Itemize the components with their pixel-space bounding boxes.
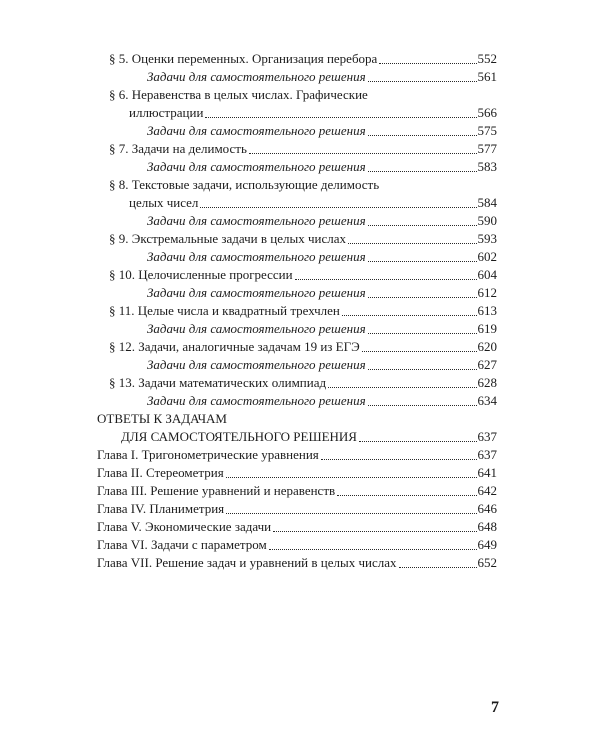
toc-entry xyxy=(97,428,497,446)
toc-entry xyxy=(97,464,497,482)
toc-entry-page: 652 xyxy=(477,555,497,570)
toc-entry-page: 634 xyxy=(477,393,497,408)
toc-entry-title: Задачи для самостоятельного решения xyxy=(147,357,366,372)
dot-leader xyxy=(295,279,477,280)
toc-entry-page: 646 xyxy=(477,501,497,516)
toc-entry-title: Глава III. Решение уравнений и неравенств xyxy=(97,483,336,498)
toc-entry-title: Задачи для самостоятельного решения xyxy=(147,321,366,336)
dot-leader xyxy=(368,369,477,370)
toc-entry xyxy=(97,356,497,374)
toc-entry-title: § 10. Целочисленные прогрессии xyxy=(109,267,293,282)
toc-entry-page: 619 xyxy=(477,321,497,336)
toc-entry-page: 590 xyxy=(477,213,497,228)
toc-entry-title: Задачи для самостоятельного решения xyxy=(147,249,366,264)
toc-entry-title: § 8. Текстовые задачи, использующие делимость xyxy=(109,177,380,192)
dot-leader xyxy=(249,153,477,154)
dot-leader xyxy=(379,63,476,64)
toc-entry-title: целых чисел xyxy=(129,195,199,210)
toc-entry-title: Глава II. Стереометрия xyxy=(97,465,224,480)
toc-entry-title: ДЛЯ САМОСТОЯТЕЛЬНОГО РЕШЕНИЯ xyxy=(121,429,357,444)
toc-entry xyxy=(97,302,497,320)
dot-leader xyxy=(200,207,476,208)
toc-entry xyxy=(97,248,497,266)
dot-leader xyxy=(368,297,477,298)
toc-entry-title: § 5. Оценки переменных. Организация перебора xyxy=(109,51,378,66)
toc-entry-page: 604 xyxy=(477,267,497,282)
toc-entry xyxy=(97,536,497,554)
dot-leader xyxy=(273,531,476,532)
toc-entry xyxy=(97,554,497,572)
dot-leader xyxy=(399,567,477,568)
toc-entry-page: 637 xyxy=(477,429,497,444)
toc-entry-page: 583 xyxy=(477,159,497,174)
toc-entry xyxy=(97,158,497,176)
toc-entry xyxy=(97,446,497,464)
dot-leader xyxy=(337,495,476,496)
toc-entry xyxy=(97,212,497,230)
toc-entry-page: 648 xyxy=(477,519,497,534)
dot-leader xyxy=(368,261,477,262)
dot-leader xyxy=(368,333,477,334)
dot-leader xyxy=(205,117,476,118)
dot-leader xyxy=(269,549,477,550)
toc-entry-title: § 6. Неравенства в целых числах. Графические xyxy=(109,87,368,102)
toc-entry xyxy=(97,104,497,122)
toc-entry xyxy=(97,50,497,68)
toc-entry-title: Глава IV. Планиметрия xyxy=(97,501,225,516)
toc-entry-title: Глава V. Экономические задачи xyxy=(97,519,272,534)
toc-entry-title: иллюстрации xyxy=(129,105,204,120)
toc-entry-title: Задачи для самостоятельного решения xyxy=(147,123,366,138)
toc-entry xyxy=(97,68,497,86)
toc-entry-page: 628 xyxy=(477,375,497,390)
toc-entry xyxy=(97,266,497,284)
toc-entry-title: Задачи для самостоятельного решения xyxy=(147,69,366,84)
toc-entry-page: 642 xyxy=(477,483,497,498)
toc-entry-page: 575 xyxy=(477,123,497,138)
dot-leader xyxy=(342,315,477,316)
toc-entry xyxy=(97,500,497,518)
toc-entry-page: 641 xyxy=(477,465,497,480)
toc-entry-page: 613 xyxy=(477,303,497,318)
toc-entry-title: Задачи для самостоятельного решения xyxy=(147,159,366,174)
toc-entry-page: 627 xyxy=(477,357,497,372)
toc-entry-title: Задачи для самостоятельного решения xyxy=(147,393,366,408)
toc-entry xyxy=(97,374,497,392)
dot-leader xyxy=(226,477,477,478)
toc-entry-title: § 7. Задачи на делимость xyxy=(109,141,247,156)
toc-entry xyxy=(97,230,497,248)
dot-leader xyxy=(359,441,477,442)
toc-entry-page: 637 xyxy=(477,447,497,462)
toc-entry xyxy=(97,140,497,158)
toc-entry-title: Задачи для самостоятельного решения xyxy=(147,285,366,300)
toc-entry xyxy=(97,392,497,410)
dot-leader xyxy=(368,135,477,136)
toc-entry xyxy=(97,410,497,428)
toc-entry-page: 566 xyxy=(477,105,497,120)
toc-entry xyxy=(97,338,497,356)
page-number: 7 xyxy=(491,699,499,716)
toc-entry xyxy=(97,518,497,536)
toc-entry-page: 584 xyxy=(477,195,497,210)
dot-leader xyxy=(368,405,477,406)
toc-entry xyxy=(97,122,497,140)
toc-entry-title: Глава VI. Задачи с параметром xyxy=(97,537,267,552)
toc-entry-title: § 11. Целые числа и квадратный трехчлен xyxy=(109,303,340,318)
toc-entry xyxy=(97,320,497,338)
dot-leader xyxy=(226,513,476,514)
toc-entry-title: Глава VII. Решение задач и уравнений в целых числах xyxy=(97,555,397,570)
dot-leader xyxy=(362,351,477,352)
toc-entry xyxy=(97,284,497,302)
dot-leader xyxy=(348,243,477,244)
toc-entry xyxy=(97,86,497,104)
toc-entry-page: 561 xyxy=(477,69,497,84)
toc-entry-page: 620 xyxy=(477,339,497,354)
dot-leader xyxy=(368,171,477,172)
toc-entry-title: § 12. Задачи, аналогичные задачам 19 из ЕГЭ xyxy=(109,339,360,354)
toc-entry xyxy=(97,176,497,194)
toc-entry-page: 649 xyxy=(477,537,497,552)
toc-entry-title: ОТВЕТЫ К ЗАДАЧАМ xyxy=(97,411,227,426)
dot-leader xyxy=(328,387,476,388)
toc-entry-title: § 13. Задачи математических олимпиад xyxy=(109,375,327,390)
toc-entry-page: 593 xyxy=(477,231,497,246)
toc-entry-page: 577 xyxy=(477,141,497,156)
toc-entry-title: Глава I. Тригонометрические уравнения xyxy=(97,447,319,462)
dot-leader xyxy=(368,225,477,226)
toc-entry xyxy=(97,482,497,500)
table-of-contents xyxy=(97,50,497,572)
toc-entry-page: 602 xyxy=(477,249,497,264)
dot-leader xyxy=(368,81,477,82)
toc-entry-page: 612 xyxy=(477,285,497,300)
dot-leader xyxy=(321,459,477,460)
toc-entry xyxy=(97,194,497,212)
toc-entry-title: § 9. Экстремальные задачи в целых числах xyxy=(109,231,346,246)
toc-entry-page: 552 xyxy=(477,51,497,66)
toc-entry-title: Задачи для самостоятельного решения xyxy=(147,213,366,228)
